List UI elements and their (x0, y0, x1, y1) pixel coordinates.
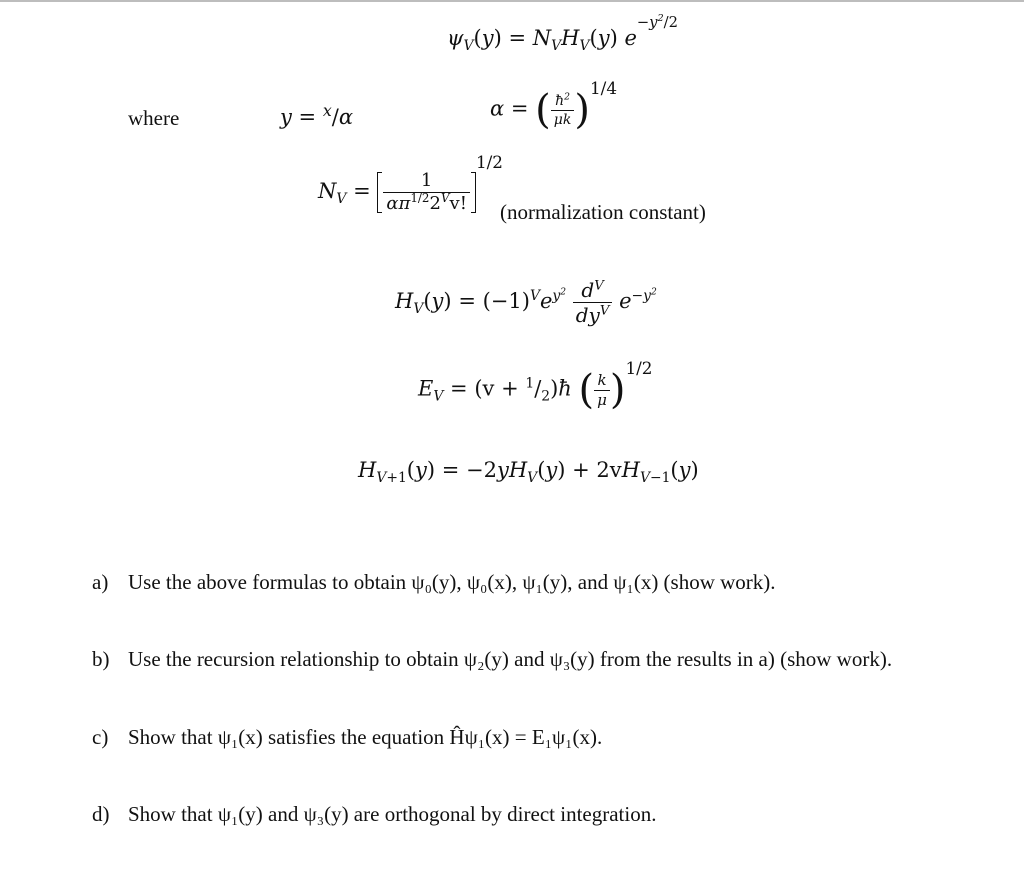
equation-y-definition: y = $^x$/α (280, 101, 353, 129)
where-label: where (128, 106, 180, 130)
normalization-note: (normalization constant) (500, 200, 706, 224)
equation-recursion: $H_{V+1}(y) = -2yH_V(y) + 2vH_{V-1}(y)$ (358, 458, 699, 487)
question-a-label: a) (92, 570, 109, 594)
question-a-text: Use the above formulas to obtain ψ₀(y), ψ₀(x), ψ₁(y), and ψ₁(x) (show work). (128, 570, 776, 594)
question-d-label: d) (92, 802, 110, 826)
equation-wavefunction: $\psi_V(y) = N_VH_V(y)$ $e^{-y^2/2}$ (447, 13, 678, 55)
question-b-text: Use the recursion relationship to obtain ψ₂(y) and ψ₃(y) from the results in a) (show work). (128, 647, 893, 671)
equation-normalization: $N_V$ = $\frac{1}{\alpha\pi^{1/2}2^Vv!}$ $^{1/2}$ (318, 152, 503, 214)
question-b-label: b) (92, 647, 110, 671)
equation-energy: $E_V = (v$ + $^1/_2)ħ$ ( $\frac{k}{\mu}$ )$^{1/2}$ (418, 357, 653, 413)
question-c-label: c) (92, 725, 109, 749)
question-d-text: Show that ψ₁(y) and ψ₃(y) are orthogonal by direct integration. (128, 802, 657, 826)
equation-hermite: $H_V(y) = (-1)^Ve^{y^2}$ $\frac{d^V}{dy^V}$ $e^{-y^2}$ (395, 278, 657, 327)
equation-alpha-definition: α = ( $\frac{ħ^2}{\mu k}$ )$^{1/4}$ (490, 77, 617, 133)
top-border (0, 0, 1024, 2)
question-c-text: Show that ψ₁(x) satisfies the equation Ĥψ₁(x) = E₁ψ₁(x). (128, 725, 603, 749)
